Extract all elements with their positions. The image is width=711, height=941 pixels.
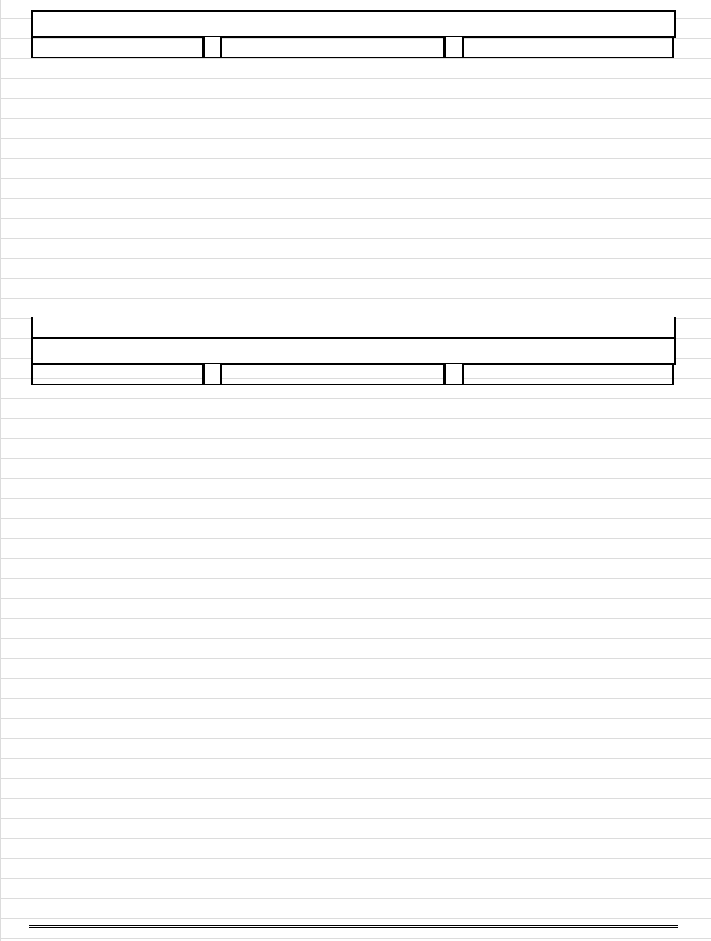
season-180-heading	[222, 364, 444, 385]
weekly-double-outs-heading	[222, 37, 444, 58]
season-title	[31, 337, 676, 365]
section-gap	[31, 317, 676, 338]
spacer	[444, 37, 464, 58]
season-double-outs-heading	[464, 364, 674, 385]
weekly-section-headings	[31, 37, 676, 58]
season-section-headings	[31, 364, 676, 385]
spacer	[203, 364, 222, 385]
spacer	[444, 364, 464, 385]
bottom-border	[29, 925, 678, 928]
weekly-title	[31, 10, 676, 38]
weekly-high-score-heading	[31, 37, 203, 58]
weekly-high-double-out-heading	[464, 37, 674, 58]
spacer	[203, 37, 222, 58]
season-high-scores-heading	[31, 364, 203, 385]
